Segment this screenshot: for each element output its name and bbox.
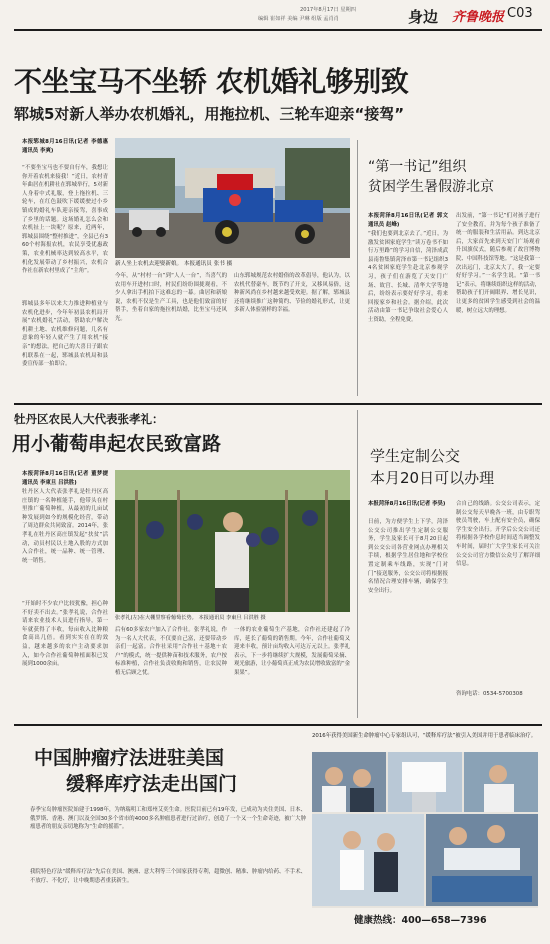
story-3-byline: 本报菏泽8月16日讯(记者 董梦捷 通讯员 李東旦 吕洪胜) [22, 471, 108, 486]
story-1-headline: 不坐宝马不坐轿 农机婚礼够别致 [14, 65, 409, 98]
story-1-col3: 今年，从“村村一台”到“人人一台”，当喜气的农用车开进村口时，村民们纷纷围拢观看，不少人拿出手机拍下这难忘的一幕。曲居和新娘说，农机不仅是生产工具，也是他们致富的好帮手，坐着自家的拖拉机结婚，比坐宝马还风光。 [115, 273, 227, 322]
story-1-photo [115, 138, 350, 258]
story-4-headline-2: 本月20日可以办理 [370, 469, 495, 487]
ad-hotline: 健康热线：400—658—7396 [354, 915, 487, 926]
story-4-hotline: 咨询电话：0534-5700308 [456, 691, 523, 697]
story-1-byline: 本报郓城8月16日讯(记者 李德惠 通讯员 李爽) [22, 139, 108, 154]
story-2-byline: 本报菏泽8月16日讯(记者 郭文 通讯员 赵峰) [368, 213, 448, 228]
tractor-wedding-photo [115, 138, 350, 258]
story-3-photo-caption: 张孝礼(左)在大棚里察看葡萄长势。 本报通讯员 李東旦 吕洪胜 摄 [115, 615, 266, 621]
ad-headline-2: 缓释库疗法走出国门 [66, 773, 238, 795]
ad-body-2: 我院特色疗法“缓释库疗法”先后在美国、澳洲、意大利等三个国家获得专利，超微创、精准、肿瘤内给药、不手术、不放疗、不化疗，让中晚期患者重获新生。 [30, 869, 306, 884]
story-2-col1: “我们也要到北京去了。”近日，为激发贫困家庭学生“读万卷书不如行万里路”的学习自信，菏泽成武县南鲁集镇菏泽市第一书记组织34名贫困家庭学生赴北京参观学习，孩子们在游览了天安门广场、故宫、长城、清华大学等地后，纷纷表示要好好学习，将来回报家乡和社会。据介绍，此次活动由第一书记争取社会爱心人士资助，全程免费。 [368, 231, 448, 323]
story-1-col1: “不要坐宝马也不要自行车，我想让你开着农机来接我！”近日，农村青年曲居在机耕社在郓城举行，5对新人身着中式礼服，登上拖拉机、三轮车，在红色鼓吹下缓缓驶过小乡镇成的婚礼车队迎亲接驾，喜事成了乡里的话题。这场婚礼怎么会和农机扯上一块呢？原来，近两年，郓城县围绕“整村推进”，全县已有360个村海报农机，农民享受优惠政策，农业机械率达到较高水平，农机化发展带动了乡村振兴，农机合作社在新农村里成了“主角”。 [22, 165, 108, 275]
story-2-col2: 出发前，“第一书记”们对孩子进行了安全教育，并为每个孩子准备了统一的服装和生活用品。到达北京后，大家首先来到天安门广场观看升国旗仪式，随后参观了故宫博物院、中国科技馆等地。“这是我第一次出远门，北京太大了，我一定要好好学习。”一名学生说。“第一书记”表示，将继续组织这样的活动，帮助孩子们开阔眼界、增长见识，让更多的贫困学生感受到社会的温暖，树立远大的理想。 [456, 213, 540, 314]
section-name: 身边 [408, 8, 439, 26]
story-3-kicker: 牡丹区农民人大代表张孝礼： [14, 412, 164, 426]
date-line: 2017年8月17日 星期四 [300, 7, 356, 13]
story-4-col2: 合自己的线路。公交公司表示，定制公交每天早晚各一班，由专职驾驶员驾驶，车上配有安全员，确保学生安全出行。开学后公交公司还将根据各学校作息时间适当调整发车时间，届时广大学生家长可关注公交公司官方微信公众号了解详细信息。 [456, 501, 540, 568]
story-2-headline-quote: “第一书记”组织 [368, 159, 467, 175]
ad-photo-collage [312, 752, 538, 908]
ad-headline-1: 中国肿瘤疗法进驻美国 [34, 747, 225, 769]
story-4-headline: 学生定制公交 [370, 447, 461, 465]
story-3-col2: “开始时不少农户比较犹豫，担心种不好卖不出去。”张孝礼说，合作社请来农业技术人员进行指导，第一年就获得了丰收，每亩收入比种粮食高出几倍。看到实实在在的效益，越来越多的农户主动要求加入，如今合作社葡萄种植面积已发展到1000余亩。 [22, 601, 108, 668]
page-number: C03 [507, 6, 533, 21]
editor-line: 编辑 崔如祥 美编 尹琳 组版 孟肖肖 [258, 16, 339, 22]
story-3-col3: 后有60多家农户加入了合作社。张孝礼说，作为一名人大代表，不仅要自己富，还要带动乡亲们一起富。合作社采用“合作社＋基地＋农户”的模式，统一提供种苗和技术服务，农户按标准种植，合作社负责收购和销售，让农民种植无后顾之忧。 [115, 627, 227, 676]
masthead-rule [14, 29, 542, 31]
ad-body-1: 春季宝岛肿瘤医院始建于1998年，为纳瑞明工和郑州艾奕生命。医院目前已有19年发，已成功为夹住美国、日本、俄罗斯、香港、澳门以及全国30多个省市的4000多名肿瘤患者进行过治疗，创造了一个又一个生命奇迹，被广大肿瘤患者的朋友亲切地称为“生命的摇篮”。 [30, 807, 306, 831]
hospital-collage-photo [312, 752, 538, 908]
story-1-subhead: 郓城5对新人举办农机婚礼，用拖拉机、三轮车迎亲“接驾” [14, 105, 405, 123]
grape-farmer-photo [115, 470, 350, 612]
story-4-byline: 本报菏泽8月16日讯(记者 李昊) [368, 501, 446, 507]
ad-block [14, 730, 542, 938]
section-rule-2 [14, 724, 542, 726]
story-1-col2: 郓城县多年以来大力推进种植业与农机化进步，今年年初县农机局开展“农机婚礼”活动，帮助农户解决机耕土地、农机维修问题，几名有意象的年轻人就产生了用农机“接亲”的想法，把自己的大喜日子跟农机联系在一起，郓城县农机局和县委宣传部一拍即合。 [22, 301, 108, 368]
story-3-headline: 用小葡萄串起农民致富路 [12, 433, 222, 455]
story-2-headline: 贫困学生暑假游北京 [368, 179, 494, 195]
story-1-photo-caption: 新人坐上农机去迎娶新娘。 本报通讯员 张书 摄 [115, 261, 233, 267]
story-3-photo [115, 470, 350, 612]
story-1-col4: 山东郓城规范农村婚俗的改革倡导，他认为，以农机代替豪车，既节约了开支，又移风易俗，这种新风尚在乡村越来越受欢迎。据了解，郓城县还将继续推广这种简约、节俭的婚礼形式，让更多新人体验别样的幸福。 [234, 273, 350, 314]
story-3-col4: 一体的农业葡萄生产基地，合作社还建起了冷库，延长了葡萄的销售期。今年，合作社葡萄又迎来丰收，预计亩均收入可达万元以上。张孝礼表示，下一步将继续扩大规模，发展葡萄采摘、观光旅游，让小葡萄真正成为农民增收致富的“金果果”。 [234, 627, 350, 676]
story-3-col1: 牡丹区人大代表张孝礼是牡丹区高庄镇的一名种植能手，他带头在村里推广葡萄种植，从最初的几亩试种发展到如今的规模化经营，带动了周边群众共同致富。2014年，张孝礼在牡丹区高庄镇发起“扶贫”活动，动员村民以土地入股的方式加入合作社，统一品种、统一管理、统一销售。 [22, 489, 108, 564]
story-4-col1: 日前，为方便学生上下学，菏泽公交公司推出学生定制公交服务，学生及家长可于8月20日起到公交公司各营业网点办理相关手续，根据学生居住地和学校位置定制乘车线路，实现“门对门”接送服务，公交公司将根据报名情况合理安排车辆，确保学生安全出行。 [368, 519, 448, 594]
column-divider-1 [357, 140, 358, 396]
section-rule-1 [14, 403, 542, 405]
paper-logo: 齐鲁晚报 [452, 10, 505, 25]
column-divider-2 [357, 410, 358, 718]
masthead [0, 0, 550, 40]
ad-photo-title: 2016年获得美国新生命肿瘤中心专家组认可，“缓释库疗法”被引入美国并用于患者临床治疗。 [312, 733, 537, 739]
